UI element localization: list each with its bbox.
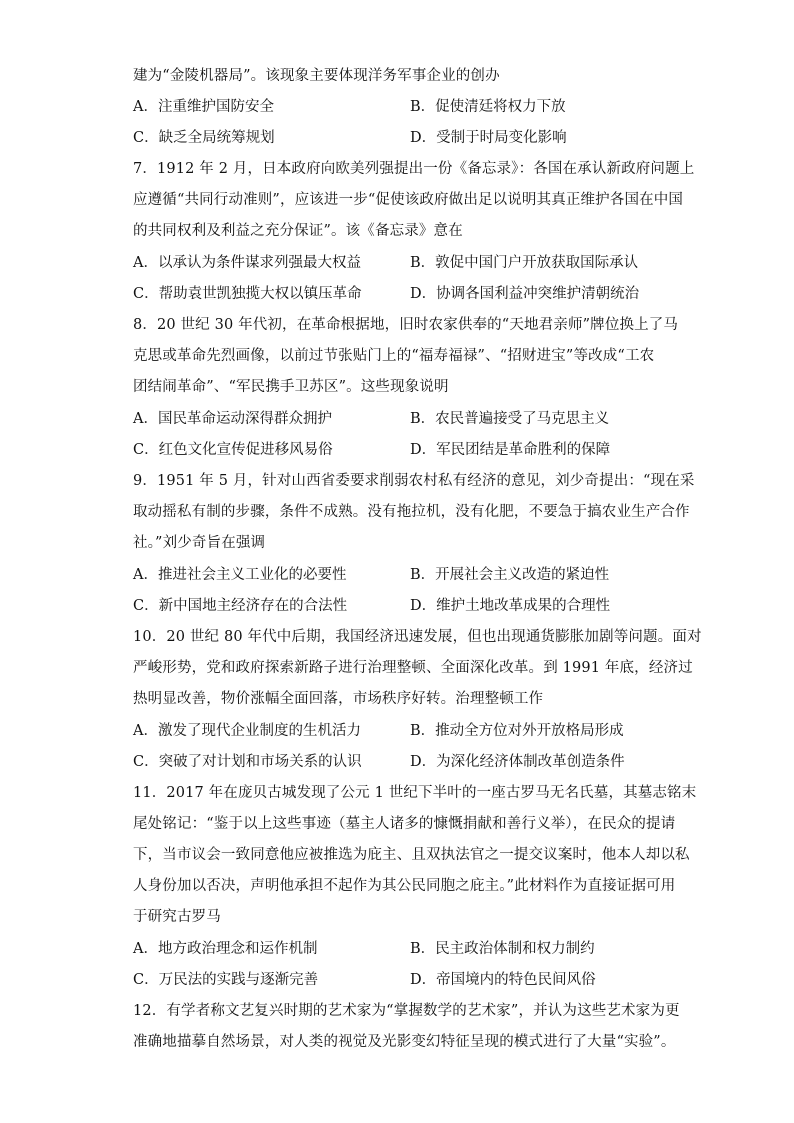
q10-stem-line-2: 严峻形势，党和政府探索新路子进行治理整顿、全面深化改革。到 1991 年底，经济过 (133, 660, 693, 676)
q10-options-row-2 (0, 752, 794, 772)
q6-stem-tail: 建为“金陵机器局”。该现象主要体现洋务军事企业的创办 (133, 68, 500, 84)
q10-option-d[interactable]: D．为深化经济体制改革创造条件 (410, 754, 625, 770)
q11-options-row-1 (0, 939, 794, 959)
q7-options-row-2 (0, 284, 794, 304)
q10-options-row-1 (0, 721, 794, 741)
q12-stem-line-2: 准确地描摹自然场景，对人类的视觉及光影变幻特征呈现的模式进行了大量“实验”。 (133, 1034, 676, 1050)
q10-option-a[interactable]: A．激发了现代企业制度的生机活力 (133, 723, 361, 739)
q8-option-c[interactable]: C．红色文化宣传促进移风易俗 (133, 442, 333, 458)
q8-option-b[interactable]: B．农民普遍接受了马克思主义 (410, 411, 610, 427)
q8-options-row-1 (0, 409, 794, 429)
q11-stem-line-2: 尾处铭记：“鉴于以上这些事迹（墓主人诸多的慷慨捐献和善行义举），在民众的提请 (133, 816, 676, 832)
q9-option-d[interactable]: D．维护土地改革成果的合理性 (410, 598, 611, 614)
q7-option-a[interactable]: A．以承认为条件谋求列强最大权益 (133, 255, 361, 271)
q9-stem-line-2: 取动摇私有制的步骤，条件不成熟。没有拖拉机，没有化肥，不要急于搞农业生产合作 (133, 504, 690, 520)
q9-option-c[interactable]: C．新中国地主经济存在的合法性 (133, 598, 348, 614)
q9-options-row-1 (0, 565, 794, 585)
q7-option-c[interactable]: C．帮助袁世凯独揽大权以镇压革命 (133, 286, 362, 302)
q8-stem-line-2: 克思或革命先烈画像，以前过节张贴门上的“福寿福禄”、“招财进宝”等改成“工农 (133, 348, 655, 364)
q11-options-row-2 (0, 970, 794, 990)
q6-option-a[interactable]: A．注重维护国防安全 (133, 99, 274, 115)
q7-option-b[interactable]: B．敦促中国门户开放获取国际承认 (410, 255, 639, 271)
q6-options-row-1 (0, 97, 794, 117)
q6-option-d[interactable]: D．受制于时局变化影响 (410, 130, 567, 146)
q11-option-d[interactable]: D．帝国境内的特色民间风俗 (410, 972, 596, 988)
q7-stem-line-1: 7．1912 年 2 月，日本政府向欧美列强提出一份《备忘录》：各国在承认新政府问题上 (133, 161, 695, 177)
q8-option-d[interactable]: D．军民团结是革命胜利的保障 (410, 442, 611, 458)
q9-stem-line-3: 社。”刘少奇旨在强调 (133, 535, 266, 551)
q9-stem-line-1: 9．1951 年 5 月，针对山西省委要求削弱农村私有经济的意见，刘少奇提出：“现在采 (133, 473, 695, 489)
q11-option-c[interactable]: C．万民法的实践与逐渐完善 (133, 972, 319, 988)
q10-option-c[interactable]: C．突破了对计划和市场关系的认识 (133, 754, 362, 770)
q8-option-a[interactable]: A．国民革命运动深得群众拥护 (133, 411, 332, 427)
q11-option-a[interactable]: A．地方政治理念和运作机制 (133, 941, 318, 957)
q8-options-row-2 (0, 440, 794, 460)
q6-option-b[interactable]: B．促使清廷将权力下放 (410, 99, 566, 115)
q7-option-d[interactable]: D．协调各国利益冲突维护清朝统治 (410, 286, 640, 302)
q11-stem-line-1: 11．2017 年在庞贝古城发现了公元 1 世纪下半叶的一座古罗马无名氏墓，其墓志铭末 (133, 785, 697, 801)
q9-option-a[interactable]: A．推进社会主义工业化的必要性 (133, 567, 347, 583)
q8-stem-line-1: 8．20 世纪 30 年代初，在革命根据地，旧时农家供奉的“天地君亲师”牌位换上了马 (133, 317, 679, 333)
q11-stem-line-3: 下，当市议会一致同意他应被推选为庇主、且双执法官之一提交议案时，他本人却以私 (133, 847, 690, 863)
q7-options-row-1 (0, 253, 794, 273)
q7-stem-line-2: 应遵循“共同行动准则”，应该进一步“促使该政府做出足以说明其真正维护各国在中国 (133, 192, 684, 208)
q9-option-b[interactable]: B．开展社会主义改造的紧迫性 (410, 567, 610, 583)
q6-option-c[interactable]: C．缺乏全局统筹规划 (133, 130, 275, 146)
q8-stem-line-3: 团结闹革命”、“军民携手卫苏区”。这些现象说明 (133, 379, 449, 395)
q11-option-b[interactable]: B．民主政治体制和权力制约 (410, 941, 595, 957)
q10-stem-line-3: 热明显改善，物价涨幅全面回落，市场秩序好转。治理整顿工作 (133, 691, 544, 707)
q11-stem-line-5: 于研究古罗马 (133, 909, 221, 925)
q6-options-row-2 (0, 128, 794, 148)
q10-stem-line-1: 10．20 世纪 80 年代中后期，我国经济迅速发展，但也出现通货膨胀加剧等问题。面对 (133, 629, 702, 645)
q10-option-b[interactable]: B．推动全方位对外开放格局形成 (410, 723, 624, 739)
q7-stem-line-3: 的共同权利及利益之充分保证”。该《备忘录》意在 (133, 223, 463, 239)
q12-stem-line-1: 12．有学者称文艺复兴时期的艺术家为“掌握数学的艺术家”，并认为这些艺术家为更 (133, 1003, 680, 1019)
q9-options-row-2 (0, 596, 794, 616)
q11-stem-line-4: 人身份加以否决，声明他承担不起作为其公民同胞之庇主。”此材料作为直接证据可用 (133, 878, 676, 894)
